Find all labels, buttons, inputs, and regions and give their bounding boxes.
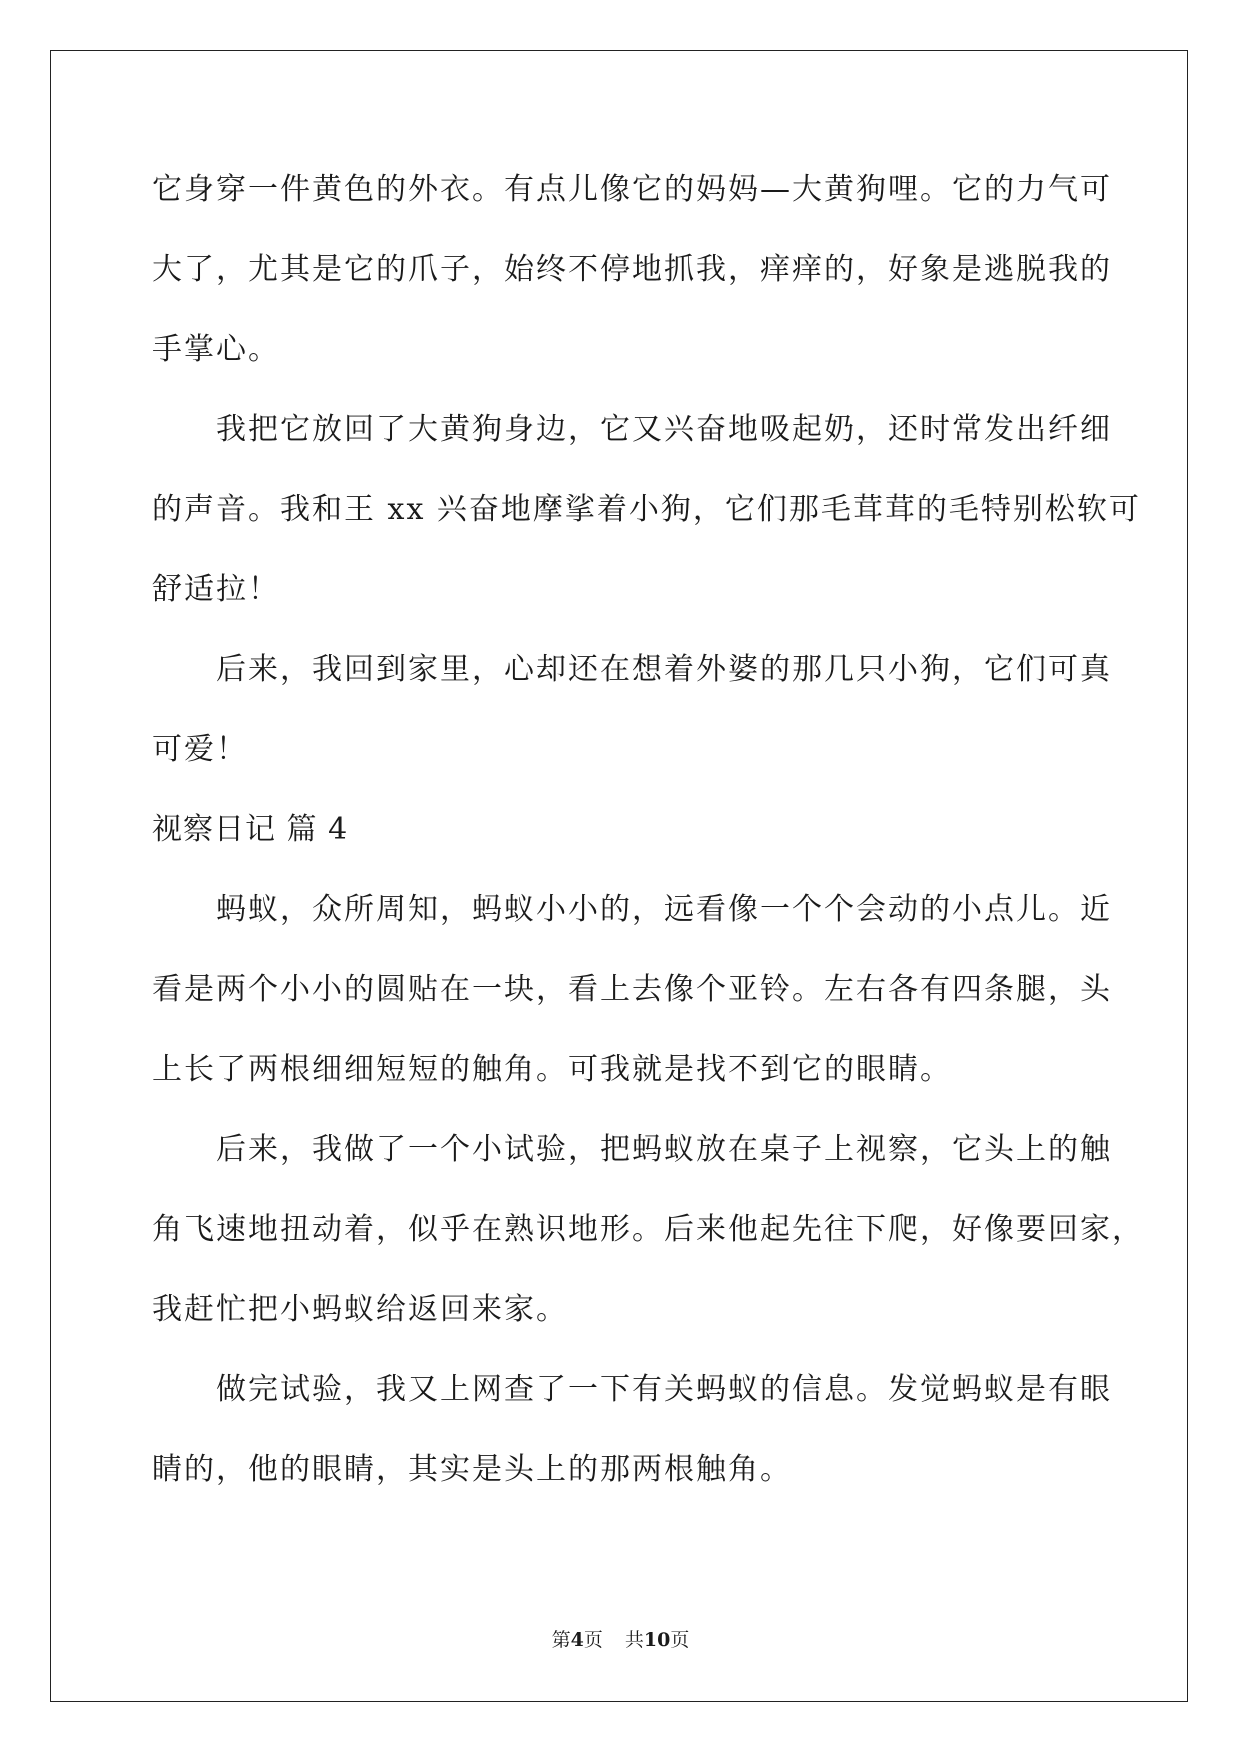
text-line: 蚂蚁，众所周知，蚂蚁小小的，远看像一个个会动的小点儿。近	[216, 892, 1112, 927]
footer-total-prefix: 共	[624, 1629, 644, 1651]
text-line: 睛的，他的眼睛，其实是头上的那两根触角。	[152, 1452, 792, 1487]
text-line: 舒适拉！	[152, 572, 280, 607]
page-footer	[0, 1625, 1241, 1652]
text-line: 我赶忙把小蚂蚁给返回来家。	[152, 1292, 568, 1327]
document-body	[152, 160, 1144, 1520]
text-line: 看是两个小小的圆贴在一块，看上去像个亚铃。左右各有四条腿，头	[152, 972, 1112, 1007]
text-line: 我把它放回了大黄狗身边，它又兴奋地吸起奶，还时常发出纤细	[216, 412, 1112, 447]
text-line: 后来，我做了一个小试验，把蚂蚁放在桌子上视察，它头上的触	[216, 1132, 1112, 1167]
text-line: 手掌心。	[152, 332, 280, 367]
footer-total-suffix: 页	[670, 1629, 690, 1651]
section-heading: 视察日记 篇 4	[152, 812, 349, 847]
text-line: 做完试验，我又上网查了一下有关蚂蚁的信息。发觉蚂蚁是有眼	[216, 1372, 1112, 1407]
text-line: 的声音。我和王 xx 兴奋地摩挲着小狗，它们那毛茸茸的毛特别松软可	[152, 492, 1141, 527]
footer-page-number: 4	[570, 1629, 584, 1651]
text-line: 大了，尤其是它的爪子，始终不停地抓我，痒痒的，好象是逃脱我的	[152, 252, 1112, 287]
text-line: 可爱！	[152, 732, 248, 767]
footer-page-prefix: 第	[551, 1629, 571, 1651]
footer-total-number: 10	[643, 1629, 671, 1651]
text-line: 后来，我回到家里，心却还在想着外婆的那几只小狗，它们可真	[216, 652, 1112, 687]
text-line: 角飞速地扭动着，似乎在熟识地形。后来他起先往下爬，好像要回家，	[152, 1212, 1144, 1247]
footer-page-suffix: 页	[583, 1629, 603, 1651]
text-line: 它身穿一件黄色的外衣。有点儿像它的妈妈—大黄狗哩。它的力气可	[152, 172, 1112, 207]
text-line: 上长了两根细细短短的触角。可我就是找不到它的眼睛。	[152, 1052, 952, 1087]
